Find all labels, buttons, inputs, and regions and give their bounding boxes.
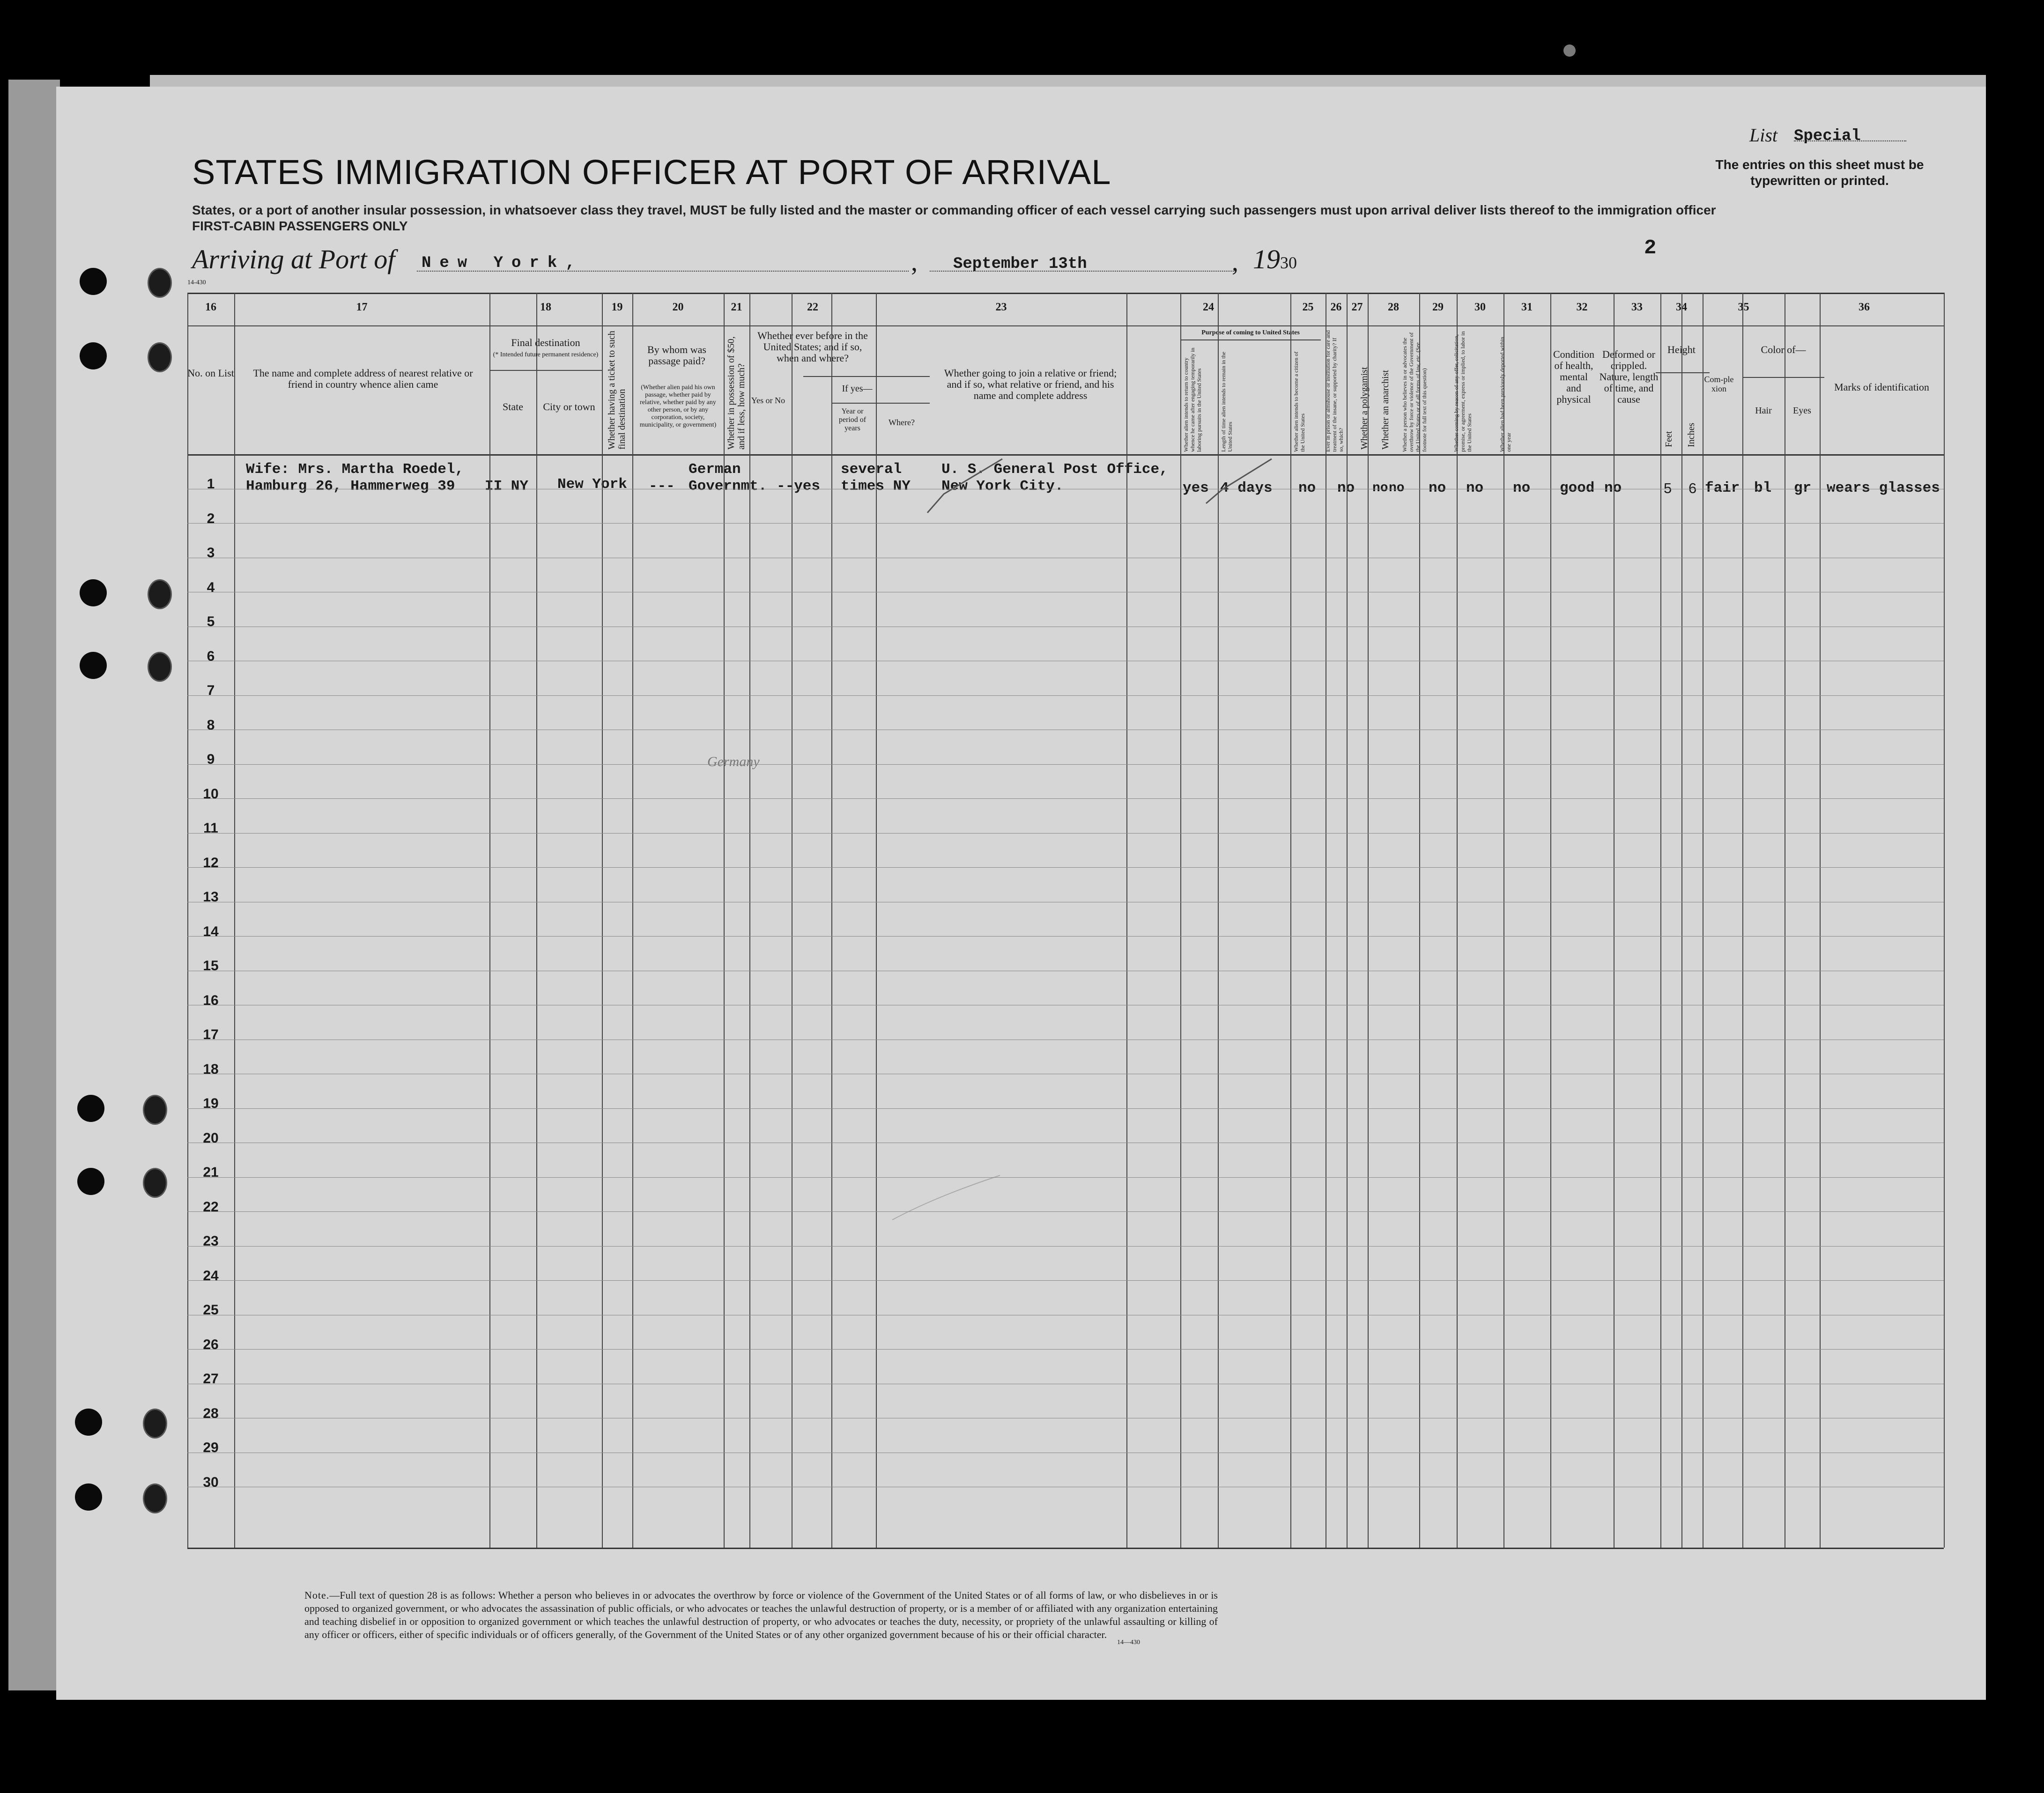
page-title: STATES IMMIGRATION OFFICER AT PORT OF ARRIVAL — [192, 153, 1111, 192]
col-number: 27 — [1351, 301, 1363, 313]
relative-line2: Hamburg 26, Hammerweg 39 — [246, 478, 455, 494]
header-passage-note: (Whether alien paid his own passage, whether paid by relative, whether paid by any other person, or by any corporation, society, municipality, or government) — [639, 384, 717, 428]
column-rule — [1660, 293, 1661, 1548]
column-rule — [1550, 293, 1551, 1548]
col-number: 32 — [1576, 301, 1588, 313]
punch-hole — [80, 268, 107, 295]
row-rule — [187, 936, 1944, 937]
punch-hole — [80, 652, 107, 679]
row-number: 15 — [203, 958, 219, 974]
column-rule — [1126, 293, 1127, 1548]
col-number: 28 — [1388, 301, 1399, 313]
header-state: State — [503, 401, 523, 413]
col-number: 24 — [1203, 301, 1214, 313]
col-number: 16 — [205, 301, 216, 313]
col-number: 34 — [1676, 301, 1687, 313]
header-deported: Whether alien had been previously deported within one year — [1499, 337, 1512, 452]
row-rule — [187, 1211, 1944, 1212]
col-number: 20 — [672, 301, 684, 313]
subheader-rule — [489, 370, 602, 371]
col-number: 21 — [731, 301, 742, 313]
col-number: 17 — [356, 301, 368, 313]
row-rule — [187, 764, 1944, 765]
column-rule — [632, 293, 633, 1548]
punch-hole — [148, 579, 172, 609]
punch-hole — [143, 1409, 167, 1439]
header-join-relative: Whether going to join a relative or friend; and if so, what relative or friend, and his name and complete address — [944, 367, 1117, 401]
row-number: 26 — [203, 1336, 219, 1352]
row-number: 8 — [207, 717, 215, 733]
header-before-in-us: Whether ever before in the United States; and if so, when and where? — [757, 330, 868, 364]
column-rule — [1290, 293, 1291, 1548]
sheet-number: 2 — [1644, 236, 1657, 260]
row-number: 4 — [207, 579, 215, 595]
punch-hole — [80, 342, 107, 369]
header-bottom-rule — [187, 454, 1944, 456]
header-inches: Inches — [1686, 422, 1696, 447]
inches-value: 6 — [1689, 480, 1697, 496]
row-number: 10 — [203, 786, 219, 802]
passage-line1: German — [689, 461, 741, 478]
relative-line1: Wife: Mrs. Martha Roedel, — [246, 461, 464, 478]
header-final-destination: Final destination — [511, 337, 580, 348]
row-number: 7 — [207, 683, 215, 698]
year-suffix: 30 — [1280, 253, 1297, 272]
form-code-bottom: 14—430 — [1117, 1639, 1140, 1646]
row-rule — [187, 695, 1944, 696]
header-passage: By whom was passage paid? — [647, 344, 706, 367]
column-number-rule — [187, 325, 1944, 326]
header-feet: Feet — [1664, 431, 1674, 447]
subheader-rule — [1180, 339, 1321, 340]
passage-line2: Governmt. — [689, 478, 767, 494]
list-value: Special — [1794, 127, 1861, 145]
hair-value: bl — [1754, 480, 1772, 496]
footnote-text: —Full text of question 28 is as follows: Whether a person who believes in or advocates the overthrow by force or violence of the Government of the United States or of all forms of law, or who disbelieves in or is opposed to organized government, or who advocates the assassination of public officials, or who advocates or teaches the unlawful destruction of property, or is a member of or affiliated with any organization entertaining and teaching disbelief in or opposition to organized government or which teaches the unlawful destruction of property, or who advocates or teaches the duty, necessity, or propriety of the unlawful assaulting or killing of any officer or officers, either of specific individuals or of officers generally, of the Government of the United States or of any other organized government because of his or their official character. — [304, 1589, 1218, 1640]
row-number: 6 — [207, 648, 215, 664]
comma: , — [911, 248, 918, 277]
port-underline — [417, 271, 909, 272]
passenger-class-text: FIRST-CABIN PASSENGERS ONLY — [192, 219, 408, 233]
column-rule — [1742, 293, 1743, 1548]
row-number: 30 — [203, 1474, 219, 1490]
join-line2: New York City. — [941, 478, 1064, 494]
row-number: 1 — [207, 476, 215, 492]
feet-value: 5 — [1664, 480, 1672, 496]
col-number: 31 — [1521, 301, 1533, 313]
header-nearest-relative: The name and complete address of nearest relative or friend in country whence alien came — [253, 367, 473, 390]
sheet-edge-left — [8, 80, 60, 1690]
col-number: 26 — [1330, 301, 1342, 313]
punch-hole — [80, 579, 107, 606]
polygamist-value: no — [1372, 481, 1388, 495]
paper-stain — [1563, 44, 1576, 57]
column-rule — [1503, 293, 1504, 1548]
manifest-table — [187, 293, 1944, 1548]
header-labor-offer: Whether coming by reason of any offer, solicitation, promise, or agreement, express or implied, to labor in the United States — [1453, 331, 1473, 452]
row-number: 24 — [203, 1268, 219, 1284]
row-number: 20 — [203, 1130, 219, 1146]
handwritten-note: Germany — [707, 754, 760, 769]
col-number: 33 — [1631, 301, 1643, 313]
header-ticket: Whether having a ticket to such final destination — [607, 331, 627, 450]
col-number: 18 — [540, 301, 551, 313]
row-number: 2 — [207, 510, 215, 526]
column-rule — [1944, 293, 1945, 1548]
header-health: Condition of health, mental and physical — [1553, 348, 1594, 405]
row-number: 14 — [203, 923, 219, 939]
header-where: Where? — [889, 418, 915, 427]
row-rule — [187, 1349, 1944, 1350]
header-final-destination-note: (* Intended future permanent residence) — [493, 351, 599, 358]
row-number: 28 — [203, 1405, 219, 1421]
row-number: 5 — [207, 614, 215, 629]
header-purpose-return: Whether alien intends to return to country whence he came after engaging temporarily in laboring pursuits in the United States — [1183, 347, 1202, 452]
anarchist-value: no — [1389, 481, 1405, 495]
year-prefix: 19 — [1253, 244, 1280, 274]
check-mark — [925, 457, 1005, 517]
purpose-return-value: yes — [1183, 480, 1209, 496]
comma: , — [1232, 248, 1238, 277]
header-question-28: Whether a person who believes in or advocates the overthrow by force or violence of the Government of the United States or of all forms of law, etc. (See footnote for full text of this question) — [1401, 332, 1428, 452]
money-value: --yes — [777, 478, 821, 494]
col-number: 22 — [807, 301, 818, 313]
header-prison: Ever in prison or almshouse or institution for care and treatment of the insane, or supported by charity? If so, which? — [1325, 330, 1344, 452]
column-rule — [1368, 293, 1369, 1548]
column-rule — [1681, 293, 1682, 1548]
date-underline — [930, 271, 1234, 272]
row-number: 11 — [203, 820, 218, 836]
column-rule — [234, 293, 235, 1548]
form-code: 14-430 — [187, 279, 206, 286]
labor-offer-value: no — [1466, 480, 1484, 496]
header-eyes: Eyes — [1793, 406, 1811, 416]
punch-hole — [143, 1483, 167, 1513]
row-number: 21 — [203, 1165, 219, 1180]
row-number: 19 — [203, 1096, 219, 1111]
punch-hole — [77, 1168, 104, 1195]
header-marks: Marks of identification — [1834, 381, 1929, 393]
col-number: 19 — [611, 301, 623, 313]
column-rule — [536, 293, 537, 1548]
instructions-text: States, or a port of another insular possession, in whatsoever class they travel, MUST be fully listed and the master or commanding officer of each vessel carrying such passengers must upon arrival deliver lists thereof to the immigration officer — [192, 203, 1716, 217]
city-value: New York — [557, 476, 627, 493]
row-number: 16 — [203, 992, 219, 1008]
subheader-rule — [1656, 372, 1710, 373]
row-number: 12 — [203, 855, 219, 871]
column-rule — [724, 293, 725, 1548]
row-number: 27 — [203, 1371, 219, 1387]
column-rule — [1218, 293, 1219, 1548]
footnote-label: Note. — [304, 1589, 330, 1601]
header-year-or-period: Year or period of years — [838, 407, 866, 432]
header-polygamist: Whether a polygamist — [1359, 367, 1370, 450]
column-rule — [489, 293, 490, 1548]
arriving-label: Arriving at Port of — [192, 244, 395, 274]
port-value: New York, — [422, 254, 584, 272]
col-number: 23 — [995, 301, 1007, 313]
column-rule — [1347, 293, 1348, 1548]
list-label: List — [1749, 125, 1778, 146]
header-money: Whether in possession of $50, and if less, how much? — [726, 336, 747, 450]
punch-hole — [148, 342, 172, 372]
header-purpose: Purpose of coming to United States — [1201, 329, 1300, 336]
header-purpose-length: Length of time alien intends to remain in the United States — [1220, 352, 1233, 452]
row-number: 22 — [203, 1199, 219, 1215]
header-no-on-list: No. on List — [187, 367, 234, 379]
punch-hole — [143, 1168, 167, 1198]
state-value: II NY — [485, 478, 529, 494]
pencil-mark — [890, 1173, 1002, 1225]
column-rule — [876, 293, 877, 1548]
subheader-rule — [831, 403, 930, 404]
col-number: 35 — [1738, 301, 1749, 313]
before-line2: times NY — [841, 478, 911, 494]
punch-hole — [77, 1095, 104, 1122]
table-bottom-rule — [187, 1548, 1944, 1549]
header-hair: Hair — [1755, 406, 1772, 416]
question-28-value: no — [1429, 480, 1446, 496]
row-rule — [187, 1108, 1944, 1109]
column-rule — [1820, 293, 1821, 1548]
row-number: 25 — [203, 1302, 219, 1318]
deported-value: no — [1513, 480, 1531, 496]
row-number: 13 — [203, 889, 219, 905]
year-value — [1253, 243, 1297, 275]
row-rule — [187, 1246, 1944, 1247]
col-number: 30 — [1474, 301, 1486, 313]
punch-hole — [75, 1409, 102, 1436]
punch-hole — [143, 1095, 167, 1125]
row-rule — [187, 523, 1944, 524]
ticket-value: --- — [649, 478, 675, 494]
join-line1: U. S. General Post Office, — [941, 461, 1168, 478]
row-number: 17 — [203, 1027, 219, 1042]
health-value: good — [1560, 480, 1595, 496]
col-number: 36 — [1859, 301, 1870, 313]
row-number: 9 — [207, 752, 215, 767]
entries-note: The entries on this sheet must be typewritten or printed. — [1715, 157, 1924, 188]
row-rule — [187, 798, 1944, 799]
column-rule — [1419, 293, 1420, 1548]
row-rule — [187, 833, 1944, 834]
check-mark — [1204, 457, 1274, 508]
row-rule — [187, 1280, 1944, 1281]
header-deformed: Deformed or crippled. Nature, length of time, and cause — [1599, 348, 1659, 405]
col-number: 29 — [1432, 301, 1444, 313]
footnote — [304, 1589, 1218, 1641]
row-number: 18 — [203, 1061, 219, 1077]
column-rule — [602, 293, 603, 1548]
column-rule — [1180, 293, 1181, 1548]
table-top-rule — [187, 293, 1944, 294]
marks-value: wears glasses — [1827, 480, 1940, 496]
row-number: 23 — [203, 1233, 219, 1249]
purpose-citizen-value: no — [1298, 480, 1316, 496]
row-rule — [187, 867, 1944, 868]
col-number: 25 — [1302, 301, 1314, 313]
column-rule — [1457, 293, 1458, 1548]
subheader-rule — [803, 376, 930, 377]
purpose-length-value: 4 days — [1220, 480, 1273, 496]
header-height: Height — [1667, 344, 1696, 355]
complexion-value: fair — [1705, 480, 1740, 496]
header-anarchist: Whether an anarchist — [1380, 370, 1391, 450]
column-rule — [831, 293, 832, 1548]
header-purpose-citizen: Whether alien intends to become a citizen of the United States — [1293, 351, 1306, 452]
prison-value: no — [1337, 480, 1355, 496]
eyes-value: gr — [1794, 480, 1812, 496]
punch-hole — [148, 652, 172, 682]
row-number: 3 — [207, 545, 215, 561]
header-city: City or town — [543, 401, 595, 413]
date-value: September 13th — [953, 255, 1087, 273]
list-underline — [1794, 140, 1906, 141]
header-color: Color of— — [1761, 344, 1806, 355]
row-number: 29 — [203, 1440, 219, 1455]
before-line1: several — [841, 461, 902, 478]
punch-hole — [148, 268, 172, 298]
column-rule — [749, 293, 750, 1548]
row-rule — [187, 1177, 1944, 1178]
header-complexion: Com-plexion — [1704, 375, 1734, 393]
subheader-rule — [1742, 377, 1824, 378]
deformed-value: no — [1604, 480, 1622, 496]
header-yes-or-no: Yes or No — [751, 396, 785, 405]
header-if-yes: If yes— — [842, 384, 873, 394]
punch-hole — [75, 1483, 102, 1511]
column-rule — [187, 293, 188, 1548]
